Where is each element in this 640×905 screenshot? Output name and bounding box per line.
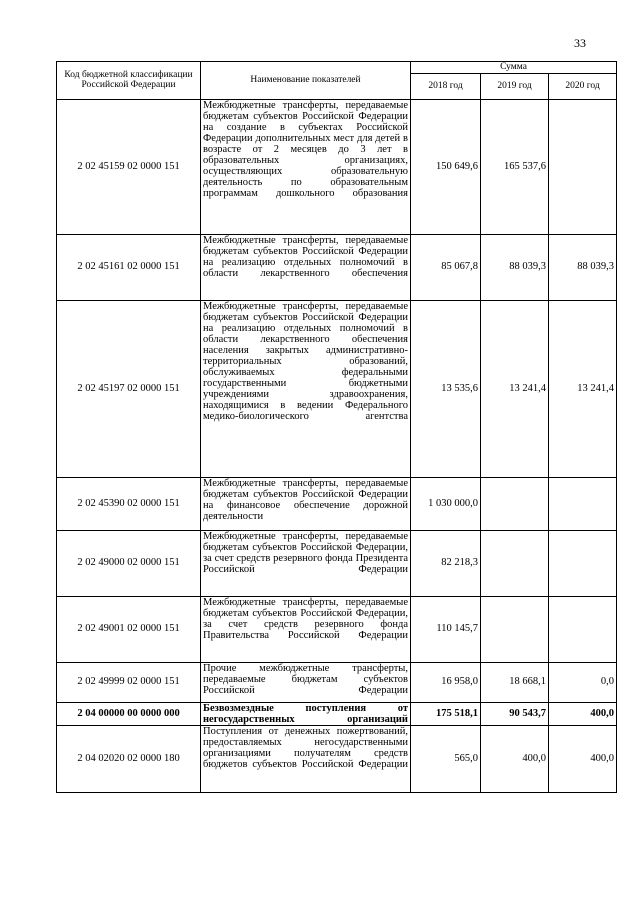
budget-code: 2 02 49000 02 0000 151: [57, 530, 201, 596]
budget-code: 2 02 45197 02 0000 151: [57, 300, 201, 477]
table-row: [57, 725, 617, 792]
amount-2020: 88 039,3: [549, 234, 617, 300]
indicator-name: Межбюджетные трансферты, передаваемые бюджетам субъектов Российской Федерации, за счет средств резервного фонда Президента Российской Федерации: [201, 530, 411, 596]
amount-2018: 1 030 000,0: [411, 477, 481, 530]
indicator-name: Межбюджетные трансферты, передаваемые бюджетам субъектов Российской Федерации на создание в субъектах Российской Федерации дополнительных мест для детей в возрасте от 2 месяцев до 3 лет в образовательных организациях, осуществляющих образовательную деятельность по образовательным программам дошкольного образования: [201, 99, 411, 234]
indicator-name: Поступления от денежных пожертвований, предоставляемых негосударственными организациями получателям средств бюджетов субъектов Российской Федерации: [201, 725, 411, 792]
table-row: [57, 477, 617, 530]
header-year-2018: 2018 год: [411, 73, 481, 99]
amount-2018: 13 535,6: [411, 300, 481, 477]
amount-2020: 13 241,4: [549, 300, 617, 477]
indicator-name: Межбюджетные трансферты, передаваемые бюджетам субъектов Российской Федерации, за счет средств резервного фонда Правительства Российской Федерации: [201, 596, 411, 662]
amount-2019: [481, 477, 549, 530]
amount-2018: 175 518,1: [411, 702, 481, 725]
amount-2019: 400,0: [481, 725, 549, 792]
indicator-name: Межбюджетные трансферты, передаваемые бюджетам субъектов Российской Федерации на реализацию отдельных полномочий в области лекарственного обеспечения населения закрытых административно-территориальных образований, обслуживаемых федеральными государственными бюджетными учреждениями здравоохранения, находящимися в ведении Федерального медико-биологического агентства: [201, 300, 411, 477]
amount-2018: 110 145,7: [411, 596, 481, 662]
table-row: [57, 300, 617, 477]
table-row: [57, 662, 617, 702]
amount-2019: [481, 596, 549, 662]
amount-2018: 16 958,0: [411, 662, 481, 702]
budget-code: 2 02 45159 02 0000 151: [57, 99, 201, 234]
amount-2019: 13 241,4: [481, 300, 549, 477]
table-row: [57, 234, 617, 300]
amount-2018: 85 067,8: [411, 234, 481, 300]
amount-2019: [481, 530, 549, 596]
header-name: Наименование показателей: [201, 62, 411, 100]
budget-code: 2 02 49999 02 0000 151: [57, 662, 201, 702]
amount-2019: 165 537,6: [481, 99, 549, 234]
indicator-name: Межбюджетные трансферты, передаваемые бюджетам субъектов Российской Федерации на реализацию отдельных полномочий в области лекарственного обеспечения: [201, 234, 411, 300]
header-sum: Сумма: [411, 62, 617, 74]
amount-2020: [549, 530, 617, 596]
budget-code: 2 02 45161 02 0000 151: [57, 234, 201, 300]
amount-2018: 565,0: [411, 725, 481, 792]
amount-2020: [549, 99, 617, 234]
budget-code: 2 04 02020 02 0000 180: [57, 725, 201, 792]
header-code: Код бюджетной классификации Российской Федерации: [57, 62, 201, 100]
header-year-2020: 2020 год: [549, 73, 617, 99]
amount-2019: 18 668,1: [481, 662, 549, 702]
amount-2020: [549, 477, 617, 530]
page-number: 33: [574, 36, 586, 50]
table-row: [57, 596, 617, 662]
budget-code: 2 04 00000 00 0000 000: [57, 702, 201, 725]
table-row: [57, 530, 617, 596]
amount-2020: 400,0: [549, 725, 617, 792]
budget-code: 2 02 49001 02 0000 151: [57, 596, 201, 662]
amount-2018: 82 218,3: [411, 530, 481, 596]
header-year-2019: 2019 год: [481, 73, 549, 99]
budget-table: [56, 61, 617, 793]
table-row: [57, 702, 617, 725]
table-row: [57, 99, 617, 234]
amount-2020: [549, 596, 617, 662]
amount-2019: 90 543,7: [481, 702, 549, 725]
budget-code: 2 02 45390 02 0000 151: [57, 477, 201, 530]
indicator-name: Безвозмездные поступления от негосударственных организаций: [201, 702, 411, 725]
indicator-name: Межбюджетные трансферты, передаваемые бюджетам субъектов Российской Федерации на финансовое обеспечение дорожной деятельности: [201, 477, 411, 530]
amount-2020: 0,0: [549, 662, 617, 702]
amount-2018: 150 649,6: [411, 99, 481, 234]
amount-2019: 88 039,3: [481, 234, 549, 300]
amount-2020: 400,0: [549, 702, 617, 725]
indicator-name: Прочие межбюджетные трансферты, передаваемые бюджетам субъектов Российской Федерации: [201, 662, 411, 702]
